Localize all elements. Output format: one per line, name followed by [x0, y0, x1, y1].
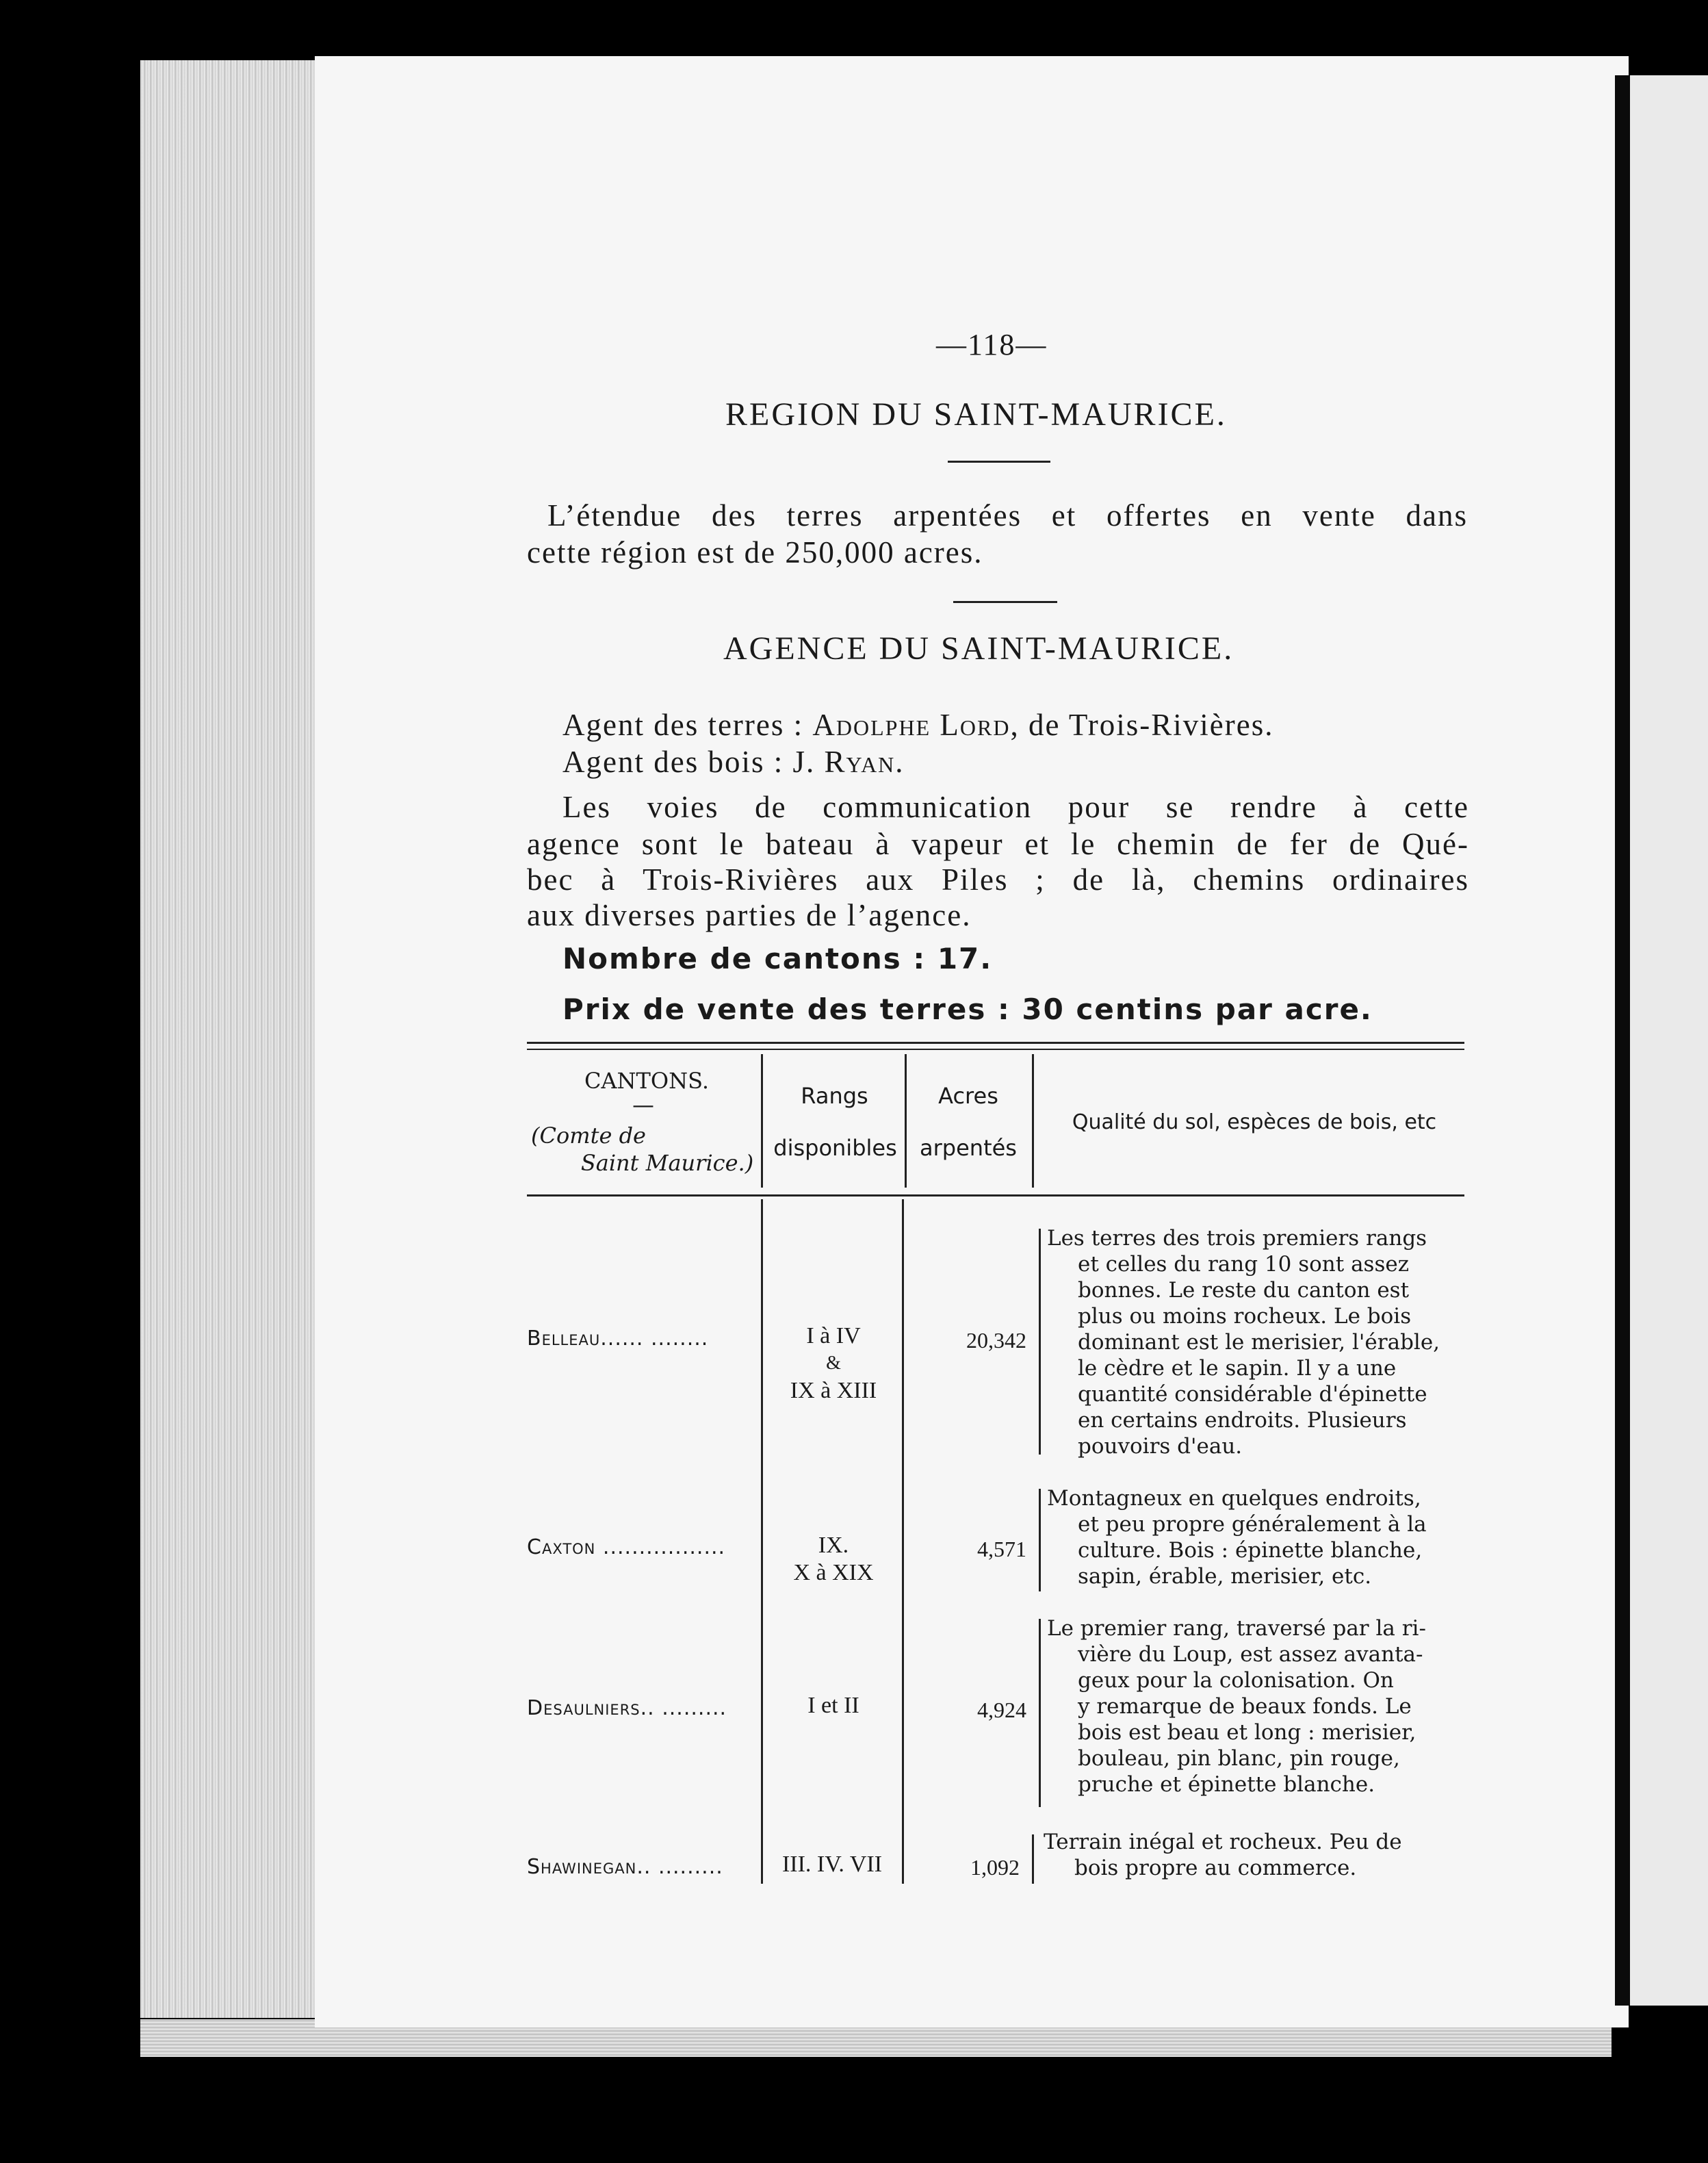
qualite-line: dominant est le merisier, l'érable, [1078, 1330, 1440, 1355]
row-acres: 1,092 [970, 1855, 1020, 1880]
qualite-line: en certains endroits. Plusieurs [1078, 1408, 1407, 1433]
brace [1039, 1619, 1046, 1807]
qualite-line: le cèdre et le sapin. Il y a une [1078, 1356, 1397, 1381]
row-rangs [765, 1532, 902, 1587]
facing-page [1630, 75, 1708, 2006]
qualite-line: bonnes. Le reste du canton est [1078, 1278, 1410, 1303]
rangs-line: I à IV [806, 1323, 861, 1348]
intro-line-2: cette région est de 250,000 acres. [527, 535, 983, 569]
agent-terres [562, 705, 1273, 745]
intro-line-1: L’étendue des terres arpentées et offertes en vente dans [547, 498, 1468, 533]
qualite-line: sapin, érable, merisier, etc. [1078, 1564, 1372, 1589]
header-divider [905, 1054, 907, 1188]
page-number: —118— [936, 328, 1048, 361]
column-divider [761, 1199, 763, 1884]
qualite-line: et celles du rang 10 sont assez [1078, 1252, 1410, 1277]
qualite-line: et peu propre généralement à la [1078, 1512, 1427, 1537]
table-top-rule [527, 1042, 1464, 1044]
header-comte-1: (Comte de [531, 1123, 646, 1149]
table-top-rule-2 [527, 1049, 1464, 1050]
rangs-line: IX. [818, 1533, 849, 1558]
row-acres: 4,924 [977, 1698, 1026, 1722]
row-qualite [1047, 1615, 1478, 1797]
rangs-line: X à XIX [793, 1560, 874, 1585]
row-qualite [1047, 1485, 1478, 1589]
header-qualite: Qualité du sol, espèces de bois, etc [1072, 1110, 1437, 1134]
agent-terres-label: Agent des terres : [562, 708, 804, 742]
header-divider [761, 1054, 763, 1188]
rangs-line: III. IV. VII [781, 1852, 883, 1877]
brace [1039, 1489, 1046, 1591]
divider [953, 601, 1057, 603]
row-rangs [765, 1322, 902, 1405]
row-canton: Shawinegan.. ......... [527, 1855, 723, 1879]
qualite-line: quantité considérable d'épinette [1078, 1382, 1427, 1407]
agent-terres-name: Adolphe Lord [812, 708, 1011, 742]
rangs-line: IX à XIII [790, 1378, 877, 1403]
header-rangs-1: Rangs [801, 1083, 868, 1109]
row-canton: Desaulniers.. ......... [527, 1696, 727, 1720]
region-title: REGION DU SAINT-MAURICE. [725, 396, 1227, 433]
voies-line-1: Les voies de communication pour se rendre à cette [562, 790, 1469, 824]
qualite-line: y remarque de beaux fonds. Le [1078, 1694, 1412, 1719]
qualite-line: pouvoirs d'eau. [1078, 1434, 1243, 1459]
nombre-cantons: Nombre de cantons : 17. [562, 942, 993, 975]
voies-line-3: bec à Trois-Rivières aux Piles ; de là, chemins ordinaires [527, 862, 1469, 897]
row-rangs [761, 1851, 903, 1878]
brace [1039, 1229, 1046, 1455]
agent-bois-name: J. Ryan. [792, 745, 905, 779]
row-rangs [765, 1692, 902, 1719]
qualite-line: plus ou moins rocheux. Le bois [1078, 1304, 1412, 1329]
header-acres-2: arpentés [920, 1135, 1017, 1161]
header-cantons: CANTONS. [584, 1068, 710, 1094]
row-acres: 4,571 [977, 1537, 1026, 1561]
row-qualite [1044, 1829, 1475, 1881]
voies-line-2: agence sont le bateau à vapeur et le chemin de fer de Qué- [527, 827, 1469, 861]
qualite-line: geux pour la colonisation. On [1078, 1668, 1394, 1693]
agent-terres-place: , de Trois-Rivières. [1010, 708, 1274, 742]
header-divider [1032, 1054, 1034, 1188]
prix-vente: Prix de vente des terres : 30 centins par acre. [562, 993, 1373, 1026]
qualite-line: bois propre au commerce. [1074, 1856, 1357, 1880]
qualite-line: vière du Loup, est assez avanta- [1078, 1642, 1423, 1667]
qualite-line: Terrain inégal et rocheux. Peu de [1044, 1830, 1402, 1854]
voies-line-4: aux diverses parties de l’agence. [527, 898, 972, 932]
agent-bois [562, 742, 905, 782]
brace [1032, 1834, 1039, 1884]
header-dash: — [632, 1092, 654, 1118]
header-acres-1: Acres [938, 1083, 998, 1109]
book-page-edges [140, 60, 318, 2018]
row-qualite [1047, 1225, 1478, 1459]
qualite-line: Les terres des trois premiers rangs [1047, 1226, 1427, 1251]
row-canton: Belleau...... ........ [527, 1327, 709, 1351]
agency-title: AGENCE DU SAINT-MAURICE. [723, 630, 1234, 667]
qualite-line: Montagneux en quelques endroits, [1047, 1486, 1421, 1511]
qualite-line: culture. Bois : épinette blanche, [1078, 1538, 1423, 1563]
header-rangs-2: disponibles [773, 1135, 897, 1161]
divider [948, 461, 1050, 463]
row-acres: 20,342 [966, 1328, 1026, 1353]
table-header-rule [527, 1194, 1464, 1196]
rangs-line: & [826, 1353, 841, 1374]
column-divider [902, 1199, 904, 1884]
row-canton: Caxton ................. [527, 1535, 726, 1559]
qualite-line: Le premier rang, traversé par la ri- [1047, 1616, 1426, 1641]
qualite-line: bois est beau et long : merisier, [1078, 1720, 1416, 1745]
rangs-line: I et II [807, 1693, 859, 1718]
qualite-line: pruche et épinette blanche. [1078, 1772, 1375, 1797]
book-gutter [1615, 75, 1630, 2006]
header-comte-2: Saint Maurice.) [580, 1150, 754, 1176]
agent-bois-label: Agent des bois : [562, 745, 784, 779]
qualite-line: bouleau, pin blanc, pin rouge, [1078, 1746, 1400, 1771]
